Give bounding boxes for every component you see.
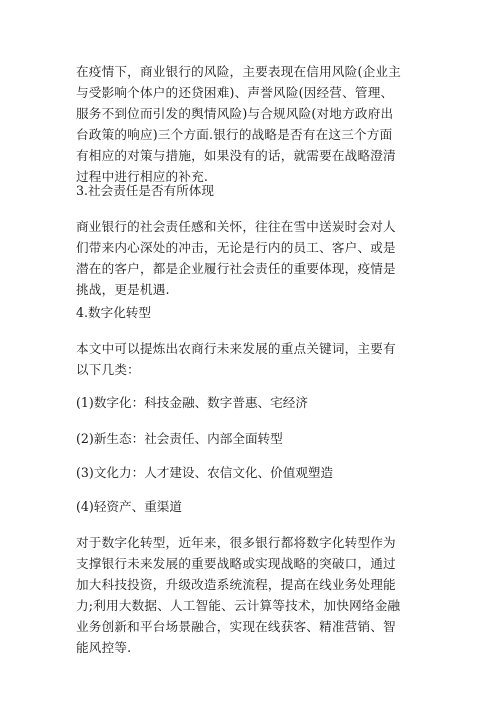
text-line: 商业银行的社会责任感和关怀，往往在雪中送炭时会对人 bbox=[76, 219, 396, 234]
text-line: 与受影响个体户的还贷困难)、声誉风险(因经营、管理、 bbox=[76, 85, 394, 100]
text-line: 服务不到位而引发的舆情风险)与合规风险(对地方政府出 bbox=[76, 106, 394, 121]
text-line: 本文中可以提炼出农商行未来发展的重点关键词，主要有 bbox=[76, 341, 396, 356]
text-line: 潜在的客户，都是企业履行社会责任的重要体现，疫情是 bbox=[76, 261, 396, 276]
risk-paragraph bbox=[76, 61, 426, 187]
section-heading-digital-transformation: 4.数字化转型 bbox=[76, 305, 151, 320]
digital-transformation-paragraph bbox=[76, 532, 426, 658]
keywords-intro-paragraph bbox=[76, 338, 426, 380]
text-line: 台政策的响应)三个方面.银行的战略是否有在这三个方面 bbox=[76, 127, 393, 142]
text-line: 加大科技投资，升级改造系统流程，提高在线业务处理能 bbox=[76, 577, 396, 592]
text-line: 业务创新和平台场景融合，实现在线获客、精准营销、智 bbox=[76, 619, 396, 634]
text-line: 对于数字化转型，近年来，很多银行都将数字化转型作为 bbox=[76, 535, 396, 550]
list-item: (3)文化力：人才建设、农信文化、价值观塑造 bbox=[76, 465, 334, 480]
list-item: (2)新生态：社会责任、内部全面转型 bbox=[76, 431, 283, 446]
list-item: (4)轻资产、重渠道 bbox=[76, 499, 182, 514]
text-line: 过程中进行相应的补充. bbox=[76, 169, 209, 184]
section-heading-social-responsibility: 3.社会责任是否有所体现 bbox=[76, 183, 214, 198]
social-responsibility-paragraph bbox=[76, 216, 426, 300]
text-line: 力;利用大数据、人工智能、云计算等技术，加快网络金融 bbox=[76, 598, 401, 613]
text-line: 支撑银行未来发展的重要战略或实现战略的突破口，通过 bbox=[76, 556, 396, 571]
text-line: 们带来内心深处的冲击，无论是行内的员工、客户、或是 bbox=[76, 240, 396, 255]
text-line: 有相应的对策与措施，如果没有的话，就需要在战略澄清 bbox=[76, 148, 396, 163]
text-line: 在疫情下，商业银行的风险，主要表现在信用风险(企业主 bbox=[76, 64, 401, 79]
text-line: 以下几类： bbox=[76, 362, 140, 377]
list-item: (1)数字化：科技金融、数字普惠、宅经济 bbox=[76, 395, 308, 410]
text-line: 挑战，更是机遇. bbox=[76, 282, 170, 297]
text-line: 能风控等. bbox=[76, 640, 132, 655]
